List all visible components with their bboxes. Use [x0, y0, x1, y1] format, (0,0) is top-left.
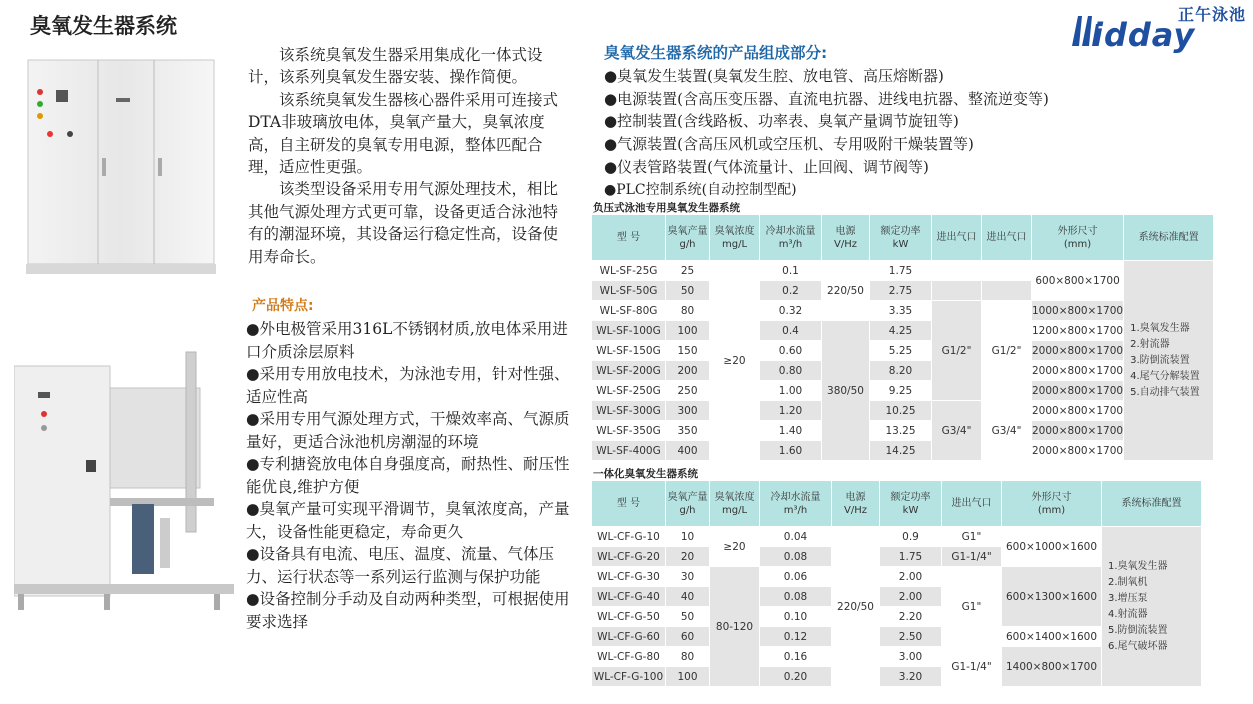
feature-item: ●采用专用放电技术，为泳池专用，针对性强、适应性高 [246, 365, 570, 406]
table-cell: 200 [666, 361, 710, 381]
table-cell: 0.08 [760, 587, 832, 607]
table-cell: 2.20 [880, 607, 942, 627]
table-cell: 0.10 [760, 607, 832, 627]
composition-list [604, 65, 1049, 201]
logo-english-text: idday [1092, 16, 1196, 54]
table-row [592, 321, 1214, 341]
table-cell: 2000×800×1700 [1032, 441, 1124, 461]
feature-item: ●设备具有电流、电压、温度、流量、气体压力、运行状态等一系列运行监测与保护功能 [246, 545, 555, 586]
table-cell: 2000×800×1700 [1032, 341, 1124, 361]
table-row [592, 441, 1214, 461]
table1-title: 负压式泳池专用臭氧发生器系统 [593, 202, 740, 214]
table-cell: 350 [666, 421, 710, 441]
table-cell: G3/4" [932, 401, 982, 461]
table-cell [932, 281, 982, 301]
table-cell: 300 [666, 401, 710, 421]
table-cell [982, 281, 1032, 301]
table-header-cell: 型 号 [592, 481, 666, 527]
table-cell: 600×1400×1600 [1002, 627, 1102, 647]
table-cell: 0.20 [760, 667, 832, 687]
table-cell: 600×800×1700 [1032, 261, 1124, 301]
table-row [592, 361, 1214, 381]
model-cell: WL-CF-G-80 [592, 647, 666, 667]
table-cell: ≥20 [710, 527, 760, 567]
table-cell: 0.2 [760, 281, 822, 301]
table-header-cell: 系统标准配置 [1124, 215, 1214, 261]
model-cell: WL-SF-350G [592, 421, 666, 441]
intro-text [248, 44, 568, 268]
table-cell: 0.12 [760, 627, 832, 647]
composition-item: ●仪表管路装置(气体流量计、止回阀、调节阀等) [604, 157, 929, 176]
table-cell: 30 [666, 567, 710, 587]
table-cell: 1.75 [880, 547, 942, 567]
integrated-unit-product-image [14, 348, 242, 616]
table-cell: 1.臭氧发生器 2.制氧机 3.增压泵 4.射流器 5.防倒流装置 6.尾气破坏器 [1102, 527, 1202, 687]
table-cell: 400 [666, 441, 710, 461]
table-cell: 0.32 [760, 301, 822, 321]
feature-item: ●专利搪瓷放电体自身强度高，耐热性、耐压性能优良,维护方便 [246, 455, 570, 496]
composition-item: ●控制装置(含线路板、功率表、臭氧产量调节旋钮等) [604, 112, 959, 131]
model-cell: WL-CF-G-10 [592, 527, 666, 547]
table-cell: G3/4" [982, 401, 1032, 461]
table-cell: 50 [666, 607, 710, 627]
table-cell: 600×1000×1600 [1002, 527, 1102, 567]
table-cell: 1.00 [760, 381, 822, 401]
composition-item: ●PLC控制系统(自动控制型配) [604, 181, 797, 198]
table-header-cell: 进出气口 [942, 481, 1002, 527]
table-cell: 4.25 [870, 321, 932, 341]
table-cell: 40 [666, 587, 710, 607]
table-row [592, 261, 1214, 281]
table-header-cell: 外形尺寸 (mm) [1002, 481, 1102, 527]
composition-heading: 臭氧发生器系统的产品组成部分: [604, 44, 828, 62]
table-cell: 3.35 [870, 301, 932, 321]
table-cell: 80 [666, 301, 710, 321]
model-cell: WL-CF-G-30 [592, 567, 666, 587]
table-cell [982, 261, 1032, 281]
table-cell: 600×1300×1600 [1002, 567, 1102, 627]
table-cell: 2.75 [870, 281, 932, 301]
table-cell: 1400×800×1700 [1002, 647, 1102, 687]
table-cell: 0.08 [760, 547, 832, 567]
table-header-cell: 型 号 [592, 215, 666, 261]
table-header-cell: 外形尺寸 (mm) [1032, 215, 1124, 261]
table-cell: 1.20 [760, 401, 822, 421]
table-cell: 1.臭氧发生器 2.射流器 3.防倒流装置 4.尾气分解装置 5.自动排气装置 [1124, 261, 1214, 461]
table-cell: 2.50 [880, 627, 942, 647]
model-cell: WL-CF-G-100 [592, 667, 666, 687]
table-header-row [592, 215, 1214, 261]
table-cell: 2.00 [880, 567, 942, 587]
table-row [592, 401, 1214, 421]
table-cell: 220/50 [832, 527, 880, 687]
intro-paragraph-2: 该系统臭氧发生器核心器件采用可连接式DTA非玻璃放电体，臭氧产量大，臭氧浓度高，自主研发的臭氧专用电源，整体匹配合理，适应性更强。 [248, 90, 559, 177]
composition-item: ●电源装置(含高压变压器、直流电抗器、进线电抗器、整流逆变等) [604, 89, 1049, 108]
table-cell: 0.9 [880, 527, 942, 547]
composition-item: ●气源装置(含高压风机或空压机、专用吸附干燥装置等) [604, 135, 974, 154]
table-row [592, 301, 1214, 321]
table-cell: G1/2" [932, 301, 982, 401]
table-header-cell: 系统标准配置 [1102, 481, 1202, 527]
table-cell: 5.25 [870, 341, 932, 361]
table-cell: 80 [666, 647, 710, 667]
table-cell: 10 [666, 527, 710, 547]
table-cell: G1/2" [982, 301, 1032, 401]
table-header-cell: 额定功率 kW [880, 481, 942, 527]
composition-item: ●臭氧发生装置(臭氧发生腔、放电管、高压熔断器) [604, 67, 944, 85]
model-cell: WL-SF-50G [592, 281, 666, 301]
table-cell: 0.04 [760, 527, 832, 547]
table-cell: 2000×800×1700 [1032, 421, 1124, 441]
table-row [592, 421, 1214, 441]
table-header-cell: 进出气口 [932, 215, 982, 261]
table-header-cell: 臭氧产量 g/h [666, 215, 710, 261]
table-cell: 10.25 [870, 401, 932, 421]
model-cell: WL-SF-100G [592, 321, 666, 341]
model-cell: WL-CF-G-20 [592, 547, 666, 567]
table-cell: 2000×800×1700 [1032, 381, 1124, 401]
table-cell: 20 [666, 547, 710, 567]
table-cell: 100 [666, 667, 710, 687]
features-list [246, 318, 572, 633]
table-header-cell: 电源 V/Hz [822, 215, 870, 261]
table2-integrated-specs [591, 480, 1202, 687]
table-cell [932, 261, 982, 281]
cabinet-product-image [26, 58, 216, 276]
table-cell: 1.40 [760, 421, 822, 441]
table-cell: 1000×800×1700 [1032, 301, 1124, 321]
table-cell: 250 [666, 381, 710, 401]
model-cell: WL-SF-250G [592, 381, 666, 401]
model-cell: WL-SF-25G [592, 261, 666, 281]
table-cell: 14.25 [870, 441, 932, 461]
table-cell: 0.4 [760, 321, 822, 341]
table-cell: 0.16 [760, 647, 832, 667]
table-cell: 220/50 [822, 261, 870, 321]
intro-paragraph-1: 该系统臭氧发生器采用集成化一体式设计，该系列臭氧发生器安装、操作简便。 [248, 46, 543, 87]
table-header-cell: 冷却水流量 m³/h [760, 215, 822, 261]
page-title: 臭氧发生器系统 [30, 14, 177, 38]
feature-item: ●设备控制分手动及自动两种类型，可根据使用要求选择 [246, 590, 570, 631]
table-cell: 1.75 [870, 261, 932, 281]
model-cell: WL-SF-300G [592, 401, 666, 421]
table-cell: 9.25 [870, 381, 932, 401]
table-cell: 0.80 [760, 361, 822, 381]
table-cell: 100 [666, 321, 710, 341]
table-cell: 2000×800×1700 [1032, 361, 1124, 381]
logo-chinese-text: 正午泳池 [1178, 5, 1247, 24]
table-cell: ≥20 [710, 261, 760, 461]
table-row [592, 381, 1214, 401]
model-cell: WL-SF-200G [592, 361, 666, 381]
table-cell: 3.20 [880, 667, 942, 687]
table-cell: 25 [666, 261, 710, 281]
model-cell: WL-SF-150G [592, 341, 666, 361]
model-cell: WL-CF-G-40 [592, 587, 666, 607]
table-header-cell: 臭氧浓度 mg/L [710, 481, 760, 527]
model-cell: WL-SF-400G [592, 441, 666, 461]
brand-logo [1070, 2, 1246, 54]
model-cell: WL-SF-80G [592, 301, 666, 321]
table-cell: 150 [666, 341, 710, 361]
table-cell: 80-120 [710, 567, 760, 687]
table-cell: 3.00 [880, 647, 942, 667]
features-heading: 产品特点: [252, 298, 314, 314]
table-header-cell: 电源 V/Hz [832, 481, 880, 527]
table-cell: G1" [942, 527, 1002, 547]
feature-item: ●外电极管采用316L不锈钢材质,放电体采用进口介质涂层原料 [246, 320, 568, 361]
table-header-row [592, 481, 1202, 527]
model-cell: WL-CF-G-50 [592, 607, 666, 627]
table-header-cell: 额定功率 kW [870, 215, 932, 261]
table2-title: 一体化臭氧发生器系统 [593, 468, 698, 480]
table1-negative-pressure-specs [591, 214, 1214, 461]
table-row [592, 341, 1214, 361]
table-cell: 2.00 [880, 587, 942, 607]
feature-item: ●采用专用气源处理方式，干燥效率高、气源质量好，更适合泳池机房潮湿的环境 [246, 410, 570, 451]
table-header-cell: 冷却水流量 m³/h [760, 481, 832, 527]
intro-paragraph-3: 该类型设备采用专用气源处理技术，相比其他气源处理方式更可靠，设备更适合泳池特有的潮湿环境，其设备运行稳定性高，设备使用寿命长。 [248, 180, 559, 266]
table-cell: 0.1 [760, 261, 822, 281]
table-cell: 13.25 [870, 421, 932, 441]
table-cell: 60 [666, 627, 710, 647]
table-cell: 0.06 [760, 567, 832, 587]
table-cell: 1200×800×1700 [1032, 321, 1124, 341]
table-cell: 1.60 [760, 441, 822, 461]
table-cell: G1-1/4" [942, 647, 1002, 687]
table-row [592, 527, 1202, 547]
table-cell: G1" [942, 567, 1002, 647]
table-header-cell: 臭氧浓度 mg/L [710, 215, 760, 261]
feature-item: ●臭氧产量可实现平滑调节，臭氧浓度高，产量大，设备性能更稳定，寿命更久 [246, 500, 570, 541]
table-cell: G1-1/4" [942, 547, 1002, 567]
model-cell: WL-CF-G-60 [592, 627, 666, 647]
table-header-cell: 进出气口 [982, 215, 1032, 261]
table-cell: 8.20 [870, 361, 932, 381]
table-cell: 0.60 [760, 341, 822, 361]
table-cell: 2000×800×1700 [1032, 401, 1124, 421]
table-header-cell: 臭氧产量 g/h [666, 481, 710, 527]
table-cell: 380/50 [822, 321, 870, 461]
table-cell: 50 [666, 281, 710, 301]
